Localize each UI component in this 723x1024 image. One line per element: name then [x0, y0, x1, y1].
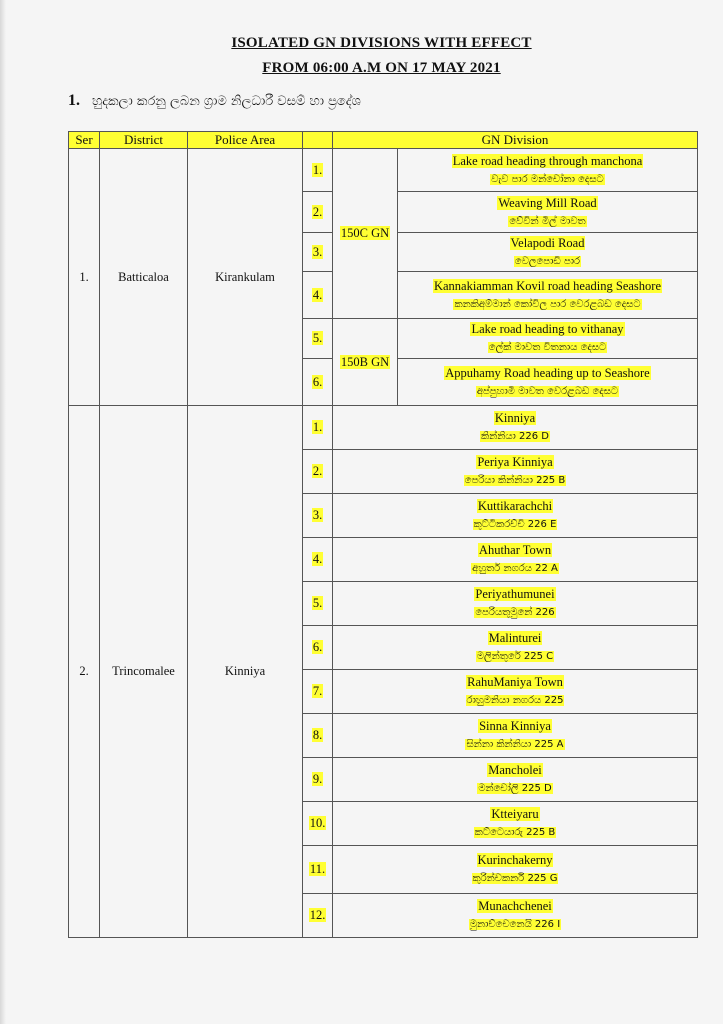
division-cell: [333, 802, 698, 846]
police-area-cell: Kinniya: [188, 406, 303, 938]
division-cell: [333, 538, 698, 582]
division-name-si: කට්ටෙයාරු 225 B: [474, 827, 556, 838]
division-name-si: මන්චෝලි 225 D: [478, 783, 552, 794]
division-name-si: පෙරියා කින්නියා 225 B: [464, 475, 566, 486]
district-cell: Batticaloa: [100, 149, 188, 406]
header-blank: [303, 132, 333, 149]
table-row: [69, 149, 698, 192]
title-line-2: FROM 06:00 A.M ON 17 MAY 2021: [262, 60, 501, 76]
division-name-si: අහුතර් නගරය 22 A: [472, 563, 558, 574]
ser-cell: 1.: [69, 149, 100, 406]
row-number: 7.: [303, 670, 333, 714]
division-name-si: පෙරියතුමුනේ 226: [475, 607, 555, 618]
division-cell: [398, 149, 698, 192]
row-number: 5.: [303, 582, 333, 626]
division-name-en: Sinna Kinniya: [479, 719, 551, 733]
division-name-si: වැව පාර මන්චෝනා දෙසට: [491, 173, 604, 185]
header-gn-division: GN Division: [333, 132, 698, 149]
division-name-en: Weaving Mill Road: [498, 195, 597, 210]
row-number: 8.: [303, 714, 333, 758]
table-row: [69, 406, 698, 450]
division-cell: [333, 494, 698, 538]
gn-code-cell: 150B GN: [333, 319, 398, 406]
division-cell: [333, 846, 698, 894]
division-cell: [398, 233, 698, 272]
division-name-si: ලේක් මාවත විතනාය දෙසට: [488, 342, 607, 353]
division-name-en: Munachchenei: [478, 899, 552, 913]
district-cell: Trincomalee: [100, 406, 188, 938]
division-cell: [333, 582, 698, 626]
division-name-en: Kurinchakerny: [477, 853, 553, 867]
row-number: 11.: [303, 846, 333, 894]
division-cell: [333, 626, 698, 670]
division-cell: [333, 758, 698, 802]
row-number: 1.: [303, 149, 333, 192]
division-name-si: රාහුමනියා නගරය 225: [466, 695, 564, 706]
section-heading-sinhala: හුදකලා කරනු ලබන ග්‍රාම නිලධාරී වසම් හා ප්‍රදේශ: [92, 94, 361, 109]
division-name-en: Velapodi Road: [510, 235, 585, 250]
division-name-si: මුනාච්චෙනෙයි 226 I: [469, 919, 561, 930]
division-name-si: කුරින්චකර්නි 225 G: [472, 873, 558, 884]
division-name-en: Appuhamy Road heading up to Seashore: [445, 365, 650, 380]
division-name-si: වේවින් මිල් මාවත: [509, 215, 586, 227]
division-cell: [398, 319, 698, 359]
division-cell: [333, 406, 698, 450]
row-number: 10.: [303, 802, 333, 846]
page-edge: [0, 0, 6, 1024]
header-ser: Ser: [69, 132, 100, 149]
row-number: 2.: [303, 450, 333, 494]
table-header-row: [69, 132, 698, 149]
division-name-en: Periyathumunei: [475, 587, 555, 601]
police-area-cell: Kirankulam: [188, 149, 303, 406]
division-name-en: Kinniya: [494, 411, 536, 425]
row-number: 6.: [303, 626, 333, 670]
division-name-en: Mancholei: [488, 763, 542, 777]
division-name-si: මලින්තුරේ 225 C: [476, 651, 554, 662]
section-number: 1.: [68, 92, 80, 109]
division-cell: [398, 272, 698, 319]
header-district: District: [100, 132, 188, 149]
division-name-en: Kannakiamman Kovil road heading Seashore: [433, 278, 661, 293]
row-number: 6.: [303, 359, 333, 406]
division-name-en: Ahuthar Town: [478, 543, 552, 557]
division-name-en: Lake road heading through manchona: [452, 153, 643, 168]
division-name-en: Ktteiyaru: [491, 807, 539, 821]
section-heading: [68, 92, 361, 110]
row-number: 2.: [303, 192, 333, 233]
division-cell: [398, 192, 698, 233]
division-name-en: Kuttikarachchi: [477, 499, 553, 513]
division-name-si: කුට්ටිකරච්චි 226 E: [473, 519, 557, 530]
division-cell: [333, 450, 698, 494]
gn-division-table: [68, 131, 698, 938]
division-name-si: කින්නියා 226 D: [481, 431, 549, 442]
division-cell: [333, 670, 698, 714]
ser-cell: 2.: [69, 406, 100, 938]
division-name-en: Periya Kinniya: [477, 455, 553, 469]
division-cell: [333, 894, 698, 938]
division-name-si: සින්නා කින්නියා 225 A: [466, 739, 564, 750]
row-number: 12.: [303, 894, 333, 938]
row-number: 5.: [303, 319, 333, 359]
row-number: 3.: [303, 233, 333, 272]
title-line-1: ISOLATED GN DIVISIONS WITH EFFECT: [231, 35, 532, 51]
division-cell: [398, 359, 698, 406]
row-number: 4.: [303, 538, 333, 582]
division-cell: [333, 714, 698, 758]
division-name-si: අප්පුහාමි මාවත වෙරළබඩ දෙසට: [476, 385, 619, 397]
row-number: 3.: [303, 494, 333, 538]
header-police-area: Police Area: [188, 132, 303, 149]
division-name-en: Lake road heading to vithanay: [471, 322, 624, 336]
division-name-en: Malinturei: [488, 631, 542, 645]
division-name-si: කනකිඅම්මාන් කෝවිල පාර වෙරළබඩ දෙසට: [454, 298, 641, 310]
row-number: 1.: [303, 406, 333, 450]
row-number: 4.: [303, 272, 333, 319]
row-number: 9.: [303, 758, 333, 802]
division-name-si: වෙලපොඩි පාර: [514, 255, 581, 267]
division-name-en: RahuManiya Town: [467, 675, 563, 689]
gn-code-cell: 150C GN: [333, 149, 398, 319]
